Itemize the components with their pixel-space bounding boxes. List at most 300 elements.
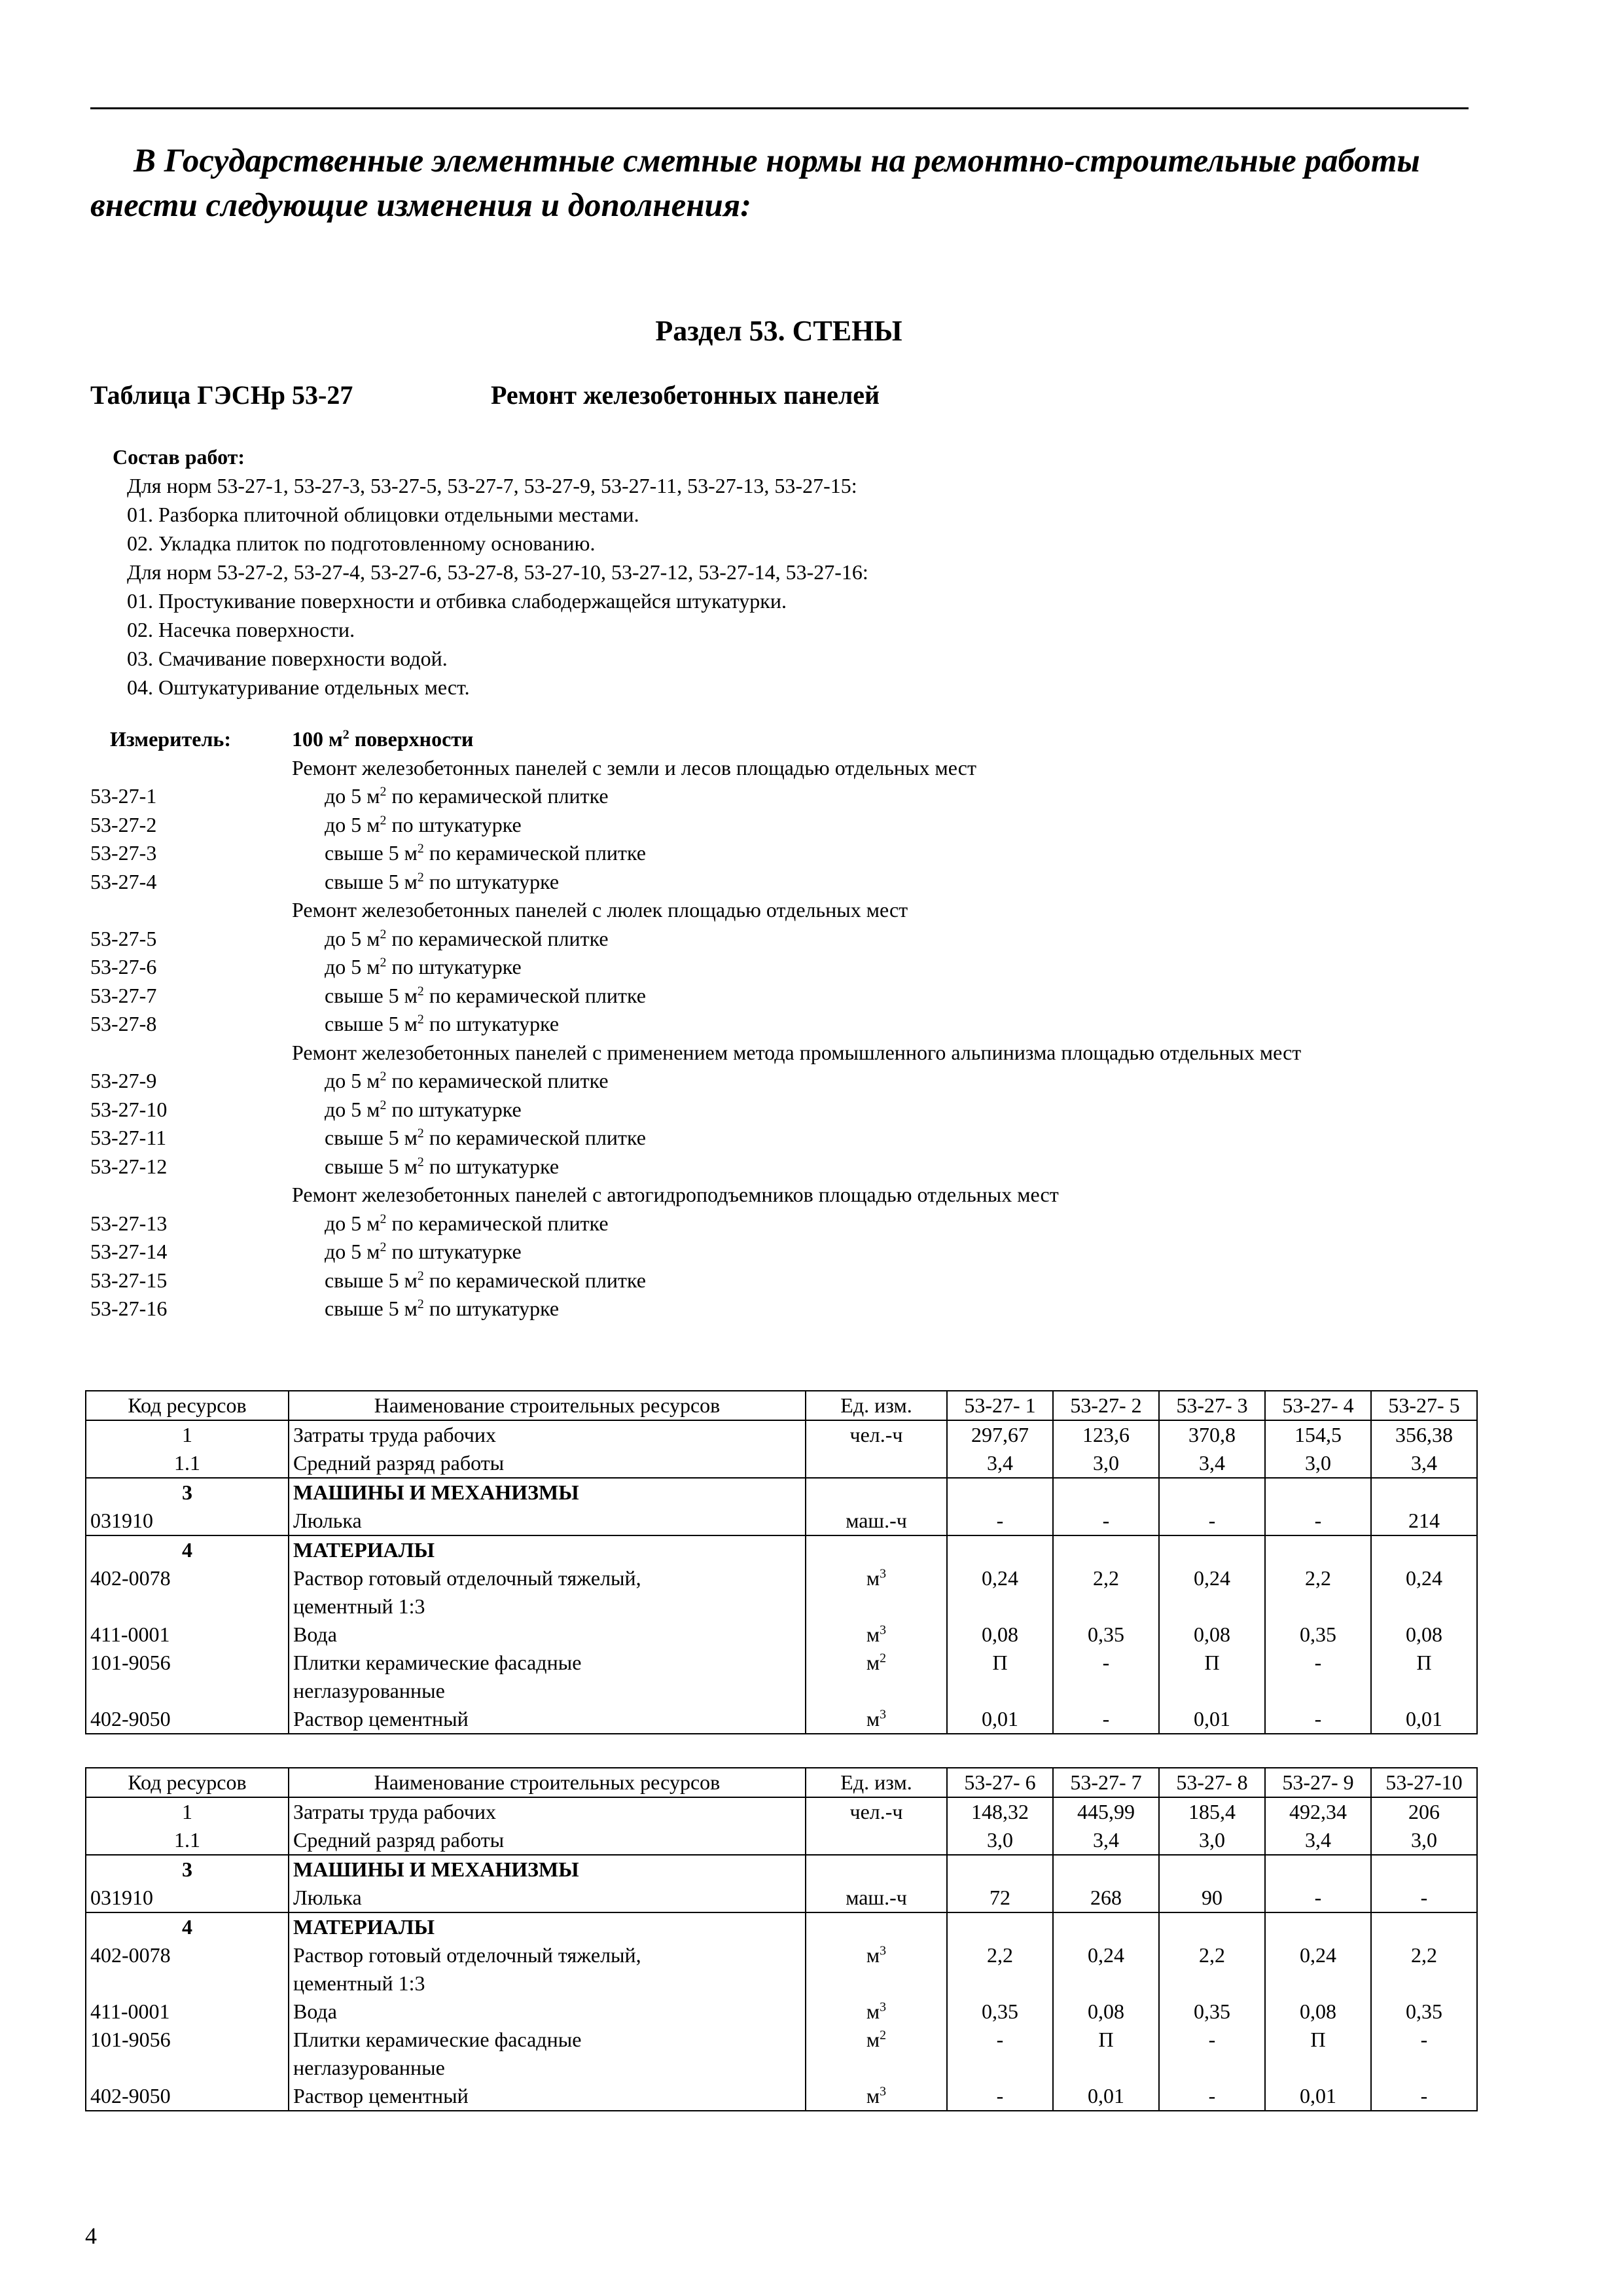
norm-desc-pre: свыше 5 м bbox=[325, 869, 418, 893]
unit-cell bbox=[806, 1564, 947, 1621]
table-row bbox=[86, 1884, 1477, 1912]
value-cell: 0,01 bbox=[1265, 2082, 1371, 2111]
resource-name: Затраты труда рабочих bbox=[289, 1420, 806, 1449]
norm-code: 53-27-12 bbox=[90, 1154, 168, 1178]
value-cell: 0,35 bbox=[1371, 1998, 1477, 2026]
norm-desc-sup: 2 bbox=[380, 955, 387, 970]
value-cell: 0,01 bbox=[1053, 2082, 1159, 2111]
norm-row bbox=[90, 925, 1471, 954]
unit-cell bbox=[806, 1912, 947, 1941]
resource-name: МАТЕРИАЛЫ bbox=[289, 1912, 806, 1941]
value-cell: 3,0 bbox=[1265, 1449, 1371, 1478]
resource-name: Раствор цементный bbox=[289, 1705, 806, 1734]
norm-row bbox=[90, 1067, 1471, 1096]
group-heading-row bbox=[90, 1181, 1471, 1210]
norm-desc-sup: 2 bbox=[380, 926, 387, 941]
header-norm-code: 53-27- 5 bbox=[1371, 1391, 1477, 1420]
norm-desc-sup: 2 bbox=[417, 1012, 424, 1027]
group-heading: Ремонт железобетонных панелей с применением метода промышленного альпинизма площадью отдельных мест bbox=[292, 1040, 1302, 1064]
header-norm-code: 53-27-10 bbox=[1371, 1768, 1477, 1797]
value-cell: 0,35 bbox=[947, 1998, 1053, 2026]
resource-code: 3 bbox=[86, 1478, 289, 1507]
table-row bbox=[86, 1855, 1477, 1884]
value-cell bbox=[1265, 1535, 1371, 1564]
norm-description bbox=[292, 982, 1471, 1011]
norm-desc-post: по керамической плитке bbox=[386, 784, 609, 808]
resource-name-line: Раствор готовый отделочный тяжелый, bbox=[293, 1943, 641, 1967]
value-cell: П bbox=[1265, 2026, 1371, 2082]
value-cell: - bbox=[1371, 1884, 1477, 1912]
norm-desc-post: по керамической плитке bbox=[386, 1069, 609, 1092]
table-header-row bbox=[86, 1768, 1477, 1797]
resource-code: 4 bbox=[86, 1912, 289, 1941]
work-title: Состав работ: bbox=[113, 445, 245, 469]
table-row bbox=[86, 1507, 1477, 1535]
norm-description bbox=[292, 1238, 1471, 1266]
group-heading-spacer bbox=[90, 896, 292, 925]
norm-code: 53-27-2 bbox=[90, 812, 157, 836]
norm-desc-pre: свыше 5 м bbox=[325, 1012, 418, 1035]
header-code: Код ресурсов bbox=[86, 1391, 289, 1420]
value-cell: 3,4 bbox=[947, 1449, 1053, 1478]
measure-list bbox=[90, 725, 1471, 1323]
norm-description bbox=[292, 1266, 1471, 1295]
measure-row bbox=[90, 725, 1471, 754]
value-cell: 0,08 bbox=[1265, 1998, 1371, 2026]
resource-name: Средний разряд работы bbox=[289, 1826, 806, 1855]
value-cell bbox=[1053, 1855, 1159, 1884]
resource-code: 411-0001 bbox=[86, 1998, 289, 2026]
value-cell bbox=[1159, 1855, 1265, 1884]
resource-name bbox=[289, 1941, 806, 1998]
value-cell: - bbox=[947, 1507, 1053, 1535]
value-cell: 214 bbox=[1371, 1507, 1477, 1535]
norm-desc-sup: 2 bbox=[380, 1069, 387, 1084]
value-cell bbox=[1053, 1478, 1159, 1507]
resource-code: 402-0078 bbox=[86, 1564, 289, 1621]
value-cell: - bbox=[1265, 1705, 1371, 1734]
unit-sup: 3 bbox=[880, 2084, 887, 2099]
header-norm-code: 53-27- 1 bbox=[947, 1391, 1053, 1420]
resource-code: 402-9050 bbox=[86, 1705, 289, 1734]
norm-desc-pre: свыше 5 м bbox=[325, 1154, 418, 1178]
resource-code: 101-9056 bbox=[86, 2026, 289, 2082]
value-cell: 0,01 bbox=[947, 1705, 1053, 1734]
resource-code: 411-0001 bbox=[86, 1621, 289, 1649]
header-norm-code: 53-27- 6 bbox=[947, 1768, 1053, 1797]
work-item: 03. Смачивание поверхности водой. bbox=[127, 647, 448, 670]
unit-cell bbox=[806, 1478, 947, 1507]
value-cell bbox=[1265, 1478, 1371, 1507]
norm-row bbox=[90, 868, 1471, 897]
value-cell: 0,08 bbox=[1053, 1998, 1159, 2026]
table-row bbox=[86, 1649, 1477, 1705]
value-cell bbox=[1053, 1535, 1159, 1564]
norm-desc-post: по штукатурке bbox=[386, 1097, 522, 1121]
top-rule bbox=[90, 107, 1469, 109]
value-cell: - bbox=[1371, 2082, 1477, 2111]
group-heading-row bbox=[90, 1039, 1471, 1067]
norm-desc-sup: 2 bbox=[380, 1240, 387, 1255]
value-cell bbox=[947, 1855, 1053, 1884]
unit-sup: 2 bbox=[880, 2028, 887, 2043]
unit-sup: 3 bbox=[880, 2000, 887, 2015]
value-cell bbox=[1371, 1478, 1477, 1507]
resource-name: Раствор цементный bbox=[289, 2082, 806, 2111]
norm-row bbox=[90, 1124, 1471, 1153]
unit-base: м bbox=[866, 2084, 880, 2108]
value-cell: - bbox=[1159, 2026, 1265, 2082]
resource-table-1 bbox=[85, 1390, 1478, 1734]
value-cell: - bbox=[947, 2026, 1053, 2082]
value-cell: - bbox=[947, 2082, 1053, 2111]
value-cell: 0,24 bbox=[1053, 1941, 1159, 1998]
table-row bbox=[86, 1420, 1477, 1449]
value-cell: П bbox=[947, 1649, 1053, 1705]
table-row bbox=[86, 1478, 1477, 1507]
norm-description bbox=[292, 1210, 1471, 1238]
value-cell: 206 bbox=[1371, 1797, 1477, 1826]
norm-desc-pre: до 5 м bbox=[325, 1240, 380, 1263]
value-cell: - bbox=[1053, 1649, 1159, 1705]
norm-desc-pre: свыше 5 м bbox=[325, 1297, 418, 1320]
work-item: Для норм 53-27-1, 53-27-3, 53-27-5, 53-27-7, 53-27-9, 53-27-11, 53-27-13, 53-27-15: bbox=[127, 474, 857, 497]
value-cell: 0,24 bbox=[1371, 1564, 1477, 1621]
norm-desc-pre: свыше 5 м bbox=[325, 983, 418, 1007]
work-composition bbox=[113, 442, 868, 702]
header-unit: Ед. изм. bbox=[806, 1768, 947, 1797]
norm-code: 53-27-1 bbox=[90, 784, 157, 808]
value-cell: П bbox=[1371, 1649, 1477, 1705]
value-cell bbox=[947, 1478, 1053, 1507]
norm-desc-sup: 2 bbox=[417, 1268, 424, 1283]
norm-row bbox=[90, 839, 1471, 868]
norm-description bbox=[292, 1010, 1471, 1039]
value-cell: 0,35 bbox=[1265, 1621, 1371, 1649]
norm-desc-pre: до 5 м bbox=[325, 955, 380, 978]
measure-unit: 100 $м^2$ поверхности bbox=[292, 727, 474, 751]
value-cell: 0,01 bbox=[1159, 1705, 1265, 1734]
value-cell bbox=[1159, 1912, 1265, 1941]
norm-code: 53-27-3 bbox=[90, 841, 157, 865]
resource-name: Вода bbox=[289, 1621, 806, 1649]
table-row bbox=[86, 1621, 1477, 1649]
norm-desc-post: по керамической плитке bbox=[423, 1126, 646, 1149]
table-code: Таблица ГЭСНр 53-27 bbox=[90, 380, 353, 410]
value-cell: - bbox=[1265, 1507, 1371, 1535]
norm-row bbox=[90, 982, 1471, 1011]
header-norm-code: 53-27- 8 bbox=[1159, 1768, 1265, 1797]
value-cell: - bbox=[1159, 2082, 1265, 2111]
value-cell: 0,01 bbox=[1371, 1705, 1477, 1734]
unit-sup: 3 bbox=[880, 1623, 887, 1638]
header-unit: Ед. изм. bbox=[806, 1391, 947, 1420]
unit-base: м bbox=[866, 2028, 880, 2051]
value-cell bbox=[1159, 1478, 1265, 1507]
norm-description bbox=[292, 1067, 1471, 1096]
norm-description bbox=[292, 1295, 1471, 1323]
group-heading-spacer bbox=[90, 754, 292, 783]
unit-sup: 2 bbox=[880, 1651, 887, 1666]
resource-code: 3 bbox=[86, 1855, 289, 1884]
unit-base: м bbox=[866, 1566, 880, 1590]
value-cell: 2,2 bbox=[1159, 1941, 1265, 1998]
unit-cell: маш.-ч bbox=[806, 1884, 947, 1912]
work-item: 04. Оштукатуривание отдельных мест. bbox=[127, 675, 470, 699]
norm-desc-post: по керамической плитке bbox=[423, 983, 646, 1007]
work-item: Для норм 53-27-2, 53-27-4, 53-27-6, 53-27-8, 53-27-10, 53-27-12, 53-27-14, 53-27-16: bbox=[127, 560, 868, 584]
resource-table-2 bbox=[85, 1767, 1478, 2111]
value-cell: 0,24 bbox=[1265, 1941, 1371, 1998]
resource-name-line: Плитки керамические фасадные bbox=[293, 2028, 582, 2051]
measure-label: Измеритель: bbox=[110, 727, 231, 751]
norm-desc-post: по штукатурке bbox=[386, 812, 522, 836]
resource-name: МАТЕРИАЛЫ bbox=[289, 1535, 806, 1564]
value-cell: 2,2 bbox=[947, 1941, 1053, 1998]
table-row bbox=[86, 2026, 1477, 2082]
value-cell: - bbox=[1053, 1705, 1159, 1734]
norm-code: 53-27-5 bbox=[90, 926, 157, 950]
norm-desc-sup: 2 bbox=[417, 1297, 424, 1312]
value-cell bbox=[1053, 1912, 1159, 1941]
value-cell: П bbox=[1053, 2026, 1159, 2082]
section-title: Раздел 53. СТЕНЫ bbox=[655, 315, 902, 347]
table-row bbox=[86, 1564, 1477, 1621]
resource-name-line: неглазурованные bbox=[293, 2056, 445, 2079]
table-row bbox=[86, 1826, 1477, 1855]
group-heading-spacer bbox=[90, 1181, 292, 1210]
norm-description bbox=[292, 1124, 1471, 1153]
resource-name bbox=[289, 1649, 806, 1705]
norm-desc-sup: 2 bbox=[417, 841, 424, 856]
norm-description bbox=[292, 925, 1471, 954]
header-norm-code: 53-27- 9 bbox=[1265, 1768, 1371, 1797]
resource-name: Вода bbox=[289, 1998, 806, 2026]
resource-name: Затраты труда рабочих bbox=[289, 1797, 806, 1826]
header-norm-code: 53-27- 4 bbox=[1265, 1391, 1371, 1420]
unit-cell: маш.-ч bbox=[806, 1507, 947, 1535]
norm-row bbox=[90, 1295, 1471, 1323]
norm-desc-pre: до 5 м bbox=[325, 1211, 380, 1235]
norm-desc-sup: 2 bbox=[380, 784, 387, 799]
norm-desc-post: по керамической плитке bbox=[386, 1211, 609, 1235]
norm-desc-pre: до 5 м bbox=[325, 812, 380, 836]
table-row bbox=[86, 1941, 1477, 1998]
norm-row bbox=[90, 953, 1471, 982]
resource-code: 402-9050 bbox=[86, 2082, 289, 2111]
resource-code: 1.1 bbox=[86, 1449, 289, 1478]
norm-desc-pre: свыше 5 м bbox=[325, 841, 418, 865]
unit-cell bbox=[806, 1826, 947, 1855]
unit-cell bbox=[806, 1535, 947, 1564]
norm-desc-sup: 2 bbox=[417, 1154, 424, 1169]
resource-code: 1.1 bbox=[86, 1826, 289, 1855]
table-row bbox=[86, 1998, 1477, 2026]
norm-description bbox=[292, 868, 1471, 897]
resource-name: Люлька bbox=[289, 1507, 806, 1535]
norm-code: 53-27-8 bbox=[90, 1012, 157, 1035]
norm-row bbox=[90, 1210, 1471, 1238]
unit-cell bbox=[806, 1941, 947, 1998]
norm-code: 53-27-16 bbox=[90, 1297, 168, 1320]
page-number: 4 bbox=[85, 2223, 97, 2249]
norm-description bbox=[292, 811, 1471, 840]
resource-name-line: цементный 1:3 bbox=[293, 1971, 425, 1995]
norm-code: 53-27-13 bbox=[90, 1211, 168, 1235]
resource-name: Люлька bbox=[289, 1884, 806, 1912]
resource-code: 031910 bbox=[86, 1507, 289, 1535]
norm-desc-pre: свыше 5 м bbox=[325, 1126, 418, 1149]
norm-row bbox=[90, 1096, 1471, 1124]
resource-code: 4 bbox=[86, 1535, 289, 1564]
norm-code: 53-27-15 bbox=[90, 1268, 168, 1292]
resource-name-line: Плитки керамические фасадные bbox=[293, 1651, 582, 1674]
table-header-row bbox=[86, 1391, 1477, 1420]
value-cell: - bbox=[1265, 1649, 1371, 1705]
value-cell: 123,6 bbox=[1053, 1420, 1159, 1449]
value-cell: 370,8 bbox=[1159, 1420, 1265, 1449]
unit-base: м bbox=[866, 1707, 880, 1731]
norm-desc-post: по штукатурке bbox=[423, 1297, 560, 1320]
norm-row bbox=[90, 811, 1471, 840]
value-cell: 3,0 bbox=[1371, 1826, 1477, 1855]
unit-base: м bbox=[866, 1623, 880, 1646]
value-cell: 0,08 bbox=[1159, 1621, 1265, 1649]
header-norm-code: 53-27- 7 bbox=[1053, 1768, 1159, 1797]
resource-name-line: цементный 1:3 bbox=[293, 1594, 425, 1618]
value-cell: 0,24 bbox=[947, 1564, 1053, 1621]
value-cell: 0,08 bbox=[947, 1621, 1053, 1649]
norm-desc-post: по штукатурке bbox=[423, 1012, 560, 1035]
norm-code: 53-27-7 bbox=[90, 983, 157, 1007]
norm-groups bbox=[90, 754, 1471, 1323]
resource-code: 031910 bbox=[86, 1884, 289, 1912]
value-cell: 2,2 bbox=[1265, 1564, 1371, 1621]
value-cell: 2,2 bbox=[1371, 1941, 1477, 1998]
norm-desc-post: по керамической плитке bbox=[386, 926, 609, 950]
group-heading: Ремонт железобетонных панелей с люлек площадью отдельных мест bbox=[292, 898, 908, 922]
value-cell: 72 bbox=[947, 1884, 1053, 1912]
norm-desc-pre: до 5 м bbox=[325, 784, 380, 808]
norm-desc-sup: 2 bbox=[380, 1211, 387, 1226]
norm-description bbox=[292, 953, 1471, 982]
norm-desc-sup: 2 bbox=[380, 812, 387, 827]
table-row bbox=[86, 1535, 1477, 1564]
unit-base: м bbox=[866, 1943, 880, 1967]
norm-code: 53-27-10 bbox=[90, 1097, 168, 1121]
unit-cell bbox=[806, 1449, 947, 1478]
value-cell: 185,4 bbox=[1159, 1797, 1265, 1826]
header-name: Наименование строительных ресурсов bbox=[289, 1391, 806, 1420]
value-cell: 0,35 bbox=[1053, 1621, 1159, 1649]
norm-desc-sup: 2 bbox=[417, 983, 424, 998]
value-cell: 268 bbox=[1053, 1884, 1159, 1912]
resource-code: 101-9056 bbox=[86, 1649, 289, 1705]
norm-code: 53-27-6 bbox=[90, 955, 157, 978]
norm-description bbox=[292, 782, 1471, 811]
value-cell: 492,34 bbox=[1265, 1797, 1371, 1826]
value-cell: 445,99 bbox=[1053, 1797, 1159, 1826]
norm-code: 53-27-9 bbox=[90, 1069, 157, 1092]
value-cell: 0,24 bbox=[1159, 1564, 1265, 1621]
unit-cell: чел.-ч bbox=[806, 1797, 947, 1826]
norm-desc-sup: 2 bbox=[417, 1126, 424, 1141]
resource-name-line: Раствор готовый отделочный тяжелый, bbox=[293, 1566, 641, 1590]
unit-sup: 3 bbox=[880, 1566, 887, 1581]
norm-desc-sup: 2 bbox=[417, 869, 424, 884]
group-heading: Ремонт железобетонных панелей с земли и лесов площадью отдельных мест bbox=[292, 755, 976, 780]
norm-row bbox=[90, 1238, 1471, 1266]
table-row bbox=[86, 1449, 1477, 1478]
resource-code: 402-0078 bbox=[86, 1941, 289, 1998]
value-cell: 3,4 bbox=[1265, 1826, 1371, 1855]
value-cell: 3,4 bbox=[1159, 1449, 1265, 1478]
norm-desc-pre: до 5 м bbox=[325, 1069, 380, 1092]
table-title: Ремонт железобетонных панелей bbox=[491, 380, 880, 410]
unit-cell bbox=[806, 2082, 947, 2111]
value-cell bbox=[1371, 1912, 1477, 1941]
unit-cell bbox=[806, 2026, 947, 2082]
value-cell: П bbox=[1159, 1649, 1265, 1705]
norm-desc-pre: до 5 м bbox=[325, 926, 380, 950]
value-cell bbox=[1371, 1855, 1477, 1884]
norm-description bbox=[292, 1096, 1471, 1124]
unit-cell bbox=[806, 1621, 947, 1649]
norm-row bbox=[90, 782, 1471, 811]
norm-desc-post: по штукатурке bbox=[423, 869, 560, 893]
norm-desc-post: по керамической плитке bbox=[423, 841, 646, 865]
group-heading: Ремонт железобетонных панелей с автогидроподъемников площадью отдельных мест bbox=[292, 1183, 1059, 1206]
resource-code: 1 bbox=[86, 1420, 289, 1449]
work-item: 02. Насечка поверхности. bbox=[127, 618, 355, 641]
value-cell bbox=[1265, 1855, 1371, 1884]
work-item: 02. Укладка плиток по подготовленному основанию. bbox=[127, 531, 596, 555]
value-cell: 297,67 bbox=[947, 1420, 1053, 1449]
value-cell bbox=[947, 1535, 1053, 1564]
norm-desc-post: по штукатурке bbox=[386, 1240, 522, 1263]
unit-sup: 3 bbox=[880, 1707, 887, 1722]
resource-name bbox=[289, 1564, 806, 1621]
norm-desc-pre: свыше 5 м bbox=[325, 1268, 418, 1292]
header-code: Код ресурсов bbox=[86, 1768, 289, 1797]
resource-name-line: неглазурованные bbox=[293, 1679, 445, 1702]
unit-cell bbox=[806, 1855, 947, 1884]
value-cell: 3,0 bbox=[1053, 1449, 1159, 1478]
unit-cell: чел.-ч bbox=[806, 1420, 947, 1449]
intro-paragraph: В Государственные элементные сметные нормы на ремонтно-строительные работы внести следующие изменения и дополнения: bbox=[90, 143, 1420, 224]
resource-code: 1 bbox=[86, 1797, 289, 1826]
value-cell: - bbox=[1053, 1507, 1159, 1535]
table-row bbox=[86, 1705, 1477, 1734]
table-row bbox=[86, 2082, 1477, 2111]
unit-cell bbox=[806, 1705, 947, 1734]
unit-cell bbox=[806, 1649, 947, 1705]
group-heading-spacer bbox=[90, 1039, 292, 1067]
table-row bbox=[86, 1912, 1477, 1941]
norm-code: 53-27-11 bbox=[90, 1126, 167, 1149]
header-name: Наименование строительных ресурсов bbox=[289, 1768, 806, 1797]
header-norm-code: 53-27- 2 bbox=[1053, 1391, 1159, 1420]
header-norm-code: 53-27- 3 bbox=[1159, 1391, 1265, 1420]
norm-row bbox=[90, 1153, 1471, 1181]
value-cell bbox=[947, 1912, 1053, 1941]
unit-base: м bbox=[866, 1651, 880, 1674]
group-heading-row bbox=[90, 896, 1471, 925]
norm-desc-post: по штукатурке bbox=[386, 955, 522, 978]
unit-cell bbox=[806, 1998, 947, 2026]
value-cell: 0,08 bbox=[1371, 1621, 1477, 1649]
unit-sup: 3 bbox=[880, 1943, 887, 1958]
